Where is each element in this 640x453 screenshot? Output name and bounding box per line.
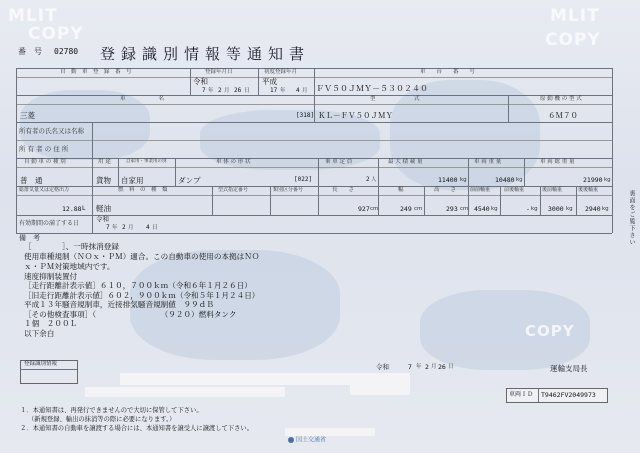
displacement-label: 総排気量又は定格出力 <box>19 187 70 193</box>
first-reg-label: 初度登録年月 <box>264 69 298 75</box>
table-rule <box>118 158 119 186</box>
vehicle-kind: 普 通 <box>20 176 43 185</box>
vehicle-weight-value: 10480 <box>495 176 515 184</box>
length-value: 927 <box>358 205 370 213</box>
table-rule <box>16 167 612 168</box>
front-front-axle-value: 4540 <box>474 205 490 213</box>
watermark-copy: COPY <box>525 322 575 340</box>
reg-date-year-unit: 年 <box>208 88 214 94</box>
table-rule <box>500 186 501 215</box>
rear-rear-axle-unit: kg <box>602 206 609 212</box>
table-rule <box>92 122 93 158</box>
use-label: 用 途 <box>98 159 111 165</box>
remarks-line: ｘ・ＰＭ対策地域内です。 <box>24 262 115 271</box>
use: 貨物 <box>96 176 111 185</box>
business-type-label: 自家用・事業用の別 <box>126 159 167 164</box>
make-code: [318] <box>296 112 315 119</box>
remarks-line: ［走行距離計表示値］６１０，７００ｋｍ（令和６年１月２６日） <box>24 281 252 290</box>
issue-date-day: 26 <box>438 363 446 371</box>
remarks-line: 以下余白 <box>24 329 55 338</box>
reg-number-label: 自 動 車 登 録 番 号 <box>60 69 132 75</box>
table-rule <box>524 158 525 186</box>
table-rule <box>20 369 77 370</box>
vehicle-id-label: 車両ＩＤ <box>509 391 534 398</box>
expiry-day-unit: 日 <box>152 225 158 231</box>
width-value: 249 <box>400 205 412 213</box>
issue-date-year-unit: 年 <box>416 364 422 370</box>
document-title: 登録識別情報等通知書 <box>100 45 311 63</box>
owner-name-label: 所有者の氏名又は名称 <box>19 127 84 135</box>
table-rule <box>314 68 315 95</box>
length-unit: cm <box>370 206 379 212</box>
reg-date-day-unit: 日 <box>244 88 250 94</box>
height-unit: cm <box>460 206 469 212</box>
side-note: 裏面をご覧下さい <box>628 190 635 246</box>
body-code: [022] <box>294 176 313 183</box>
issue-date-month: 2 <box>425 363 429 371</box>
table-rule <box>16 122 612 123</box>
serial-label: 番 号 <box>18 47 42 56</box>
watermark-copy: COPY <box>28 24 84 44</box>
table-rule <box>16 140 612 141</box>
registration-info-label: 登録識別情報 <box>24 361 58 367</box>
chassis-label: 車 台 番 号 <box>420 69 476 75</box>
remarks-line: ［ ］、一時抹消登録 <box>24 242 119 251</box>
width-label: 幅 <box>398 187 404 193</box>
height-label: 高 さ <box>434 187 457 193</box>
table-rule <box>318 158 319 186</box>
reg-date-month-unit: 月 <box>224 88 230 94</box>
remarks-label: 備 考 <box>19 234 40 242</box>
watermark-mlit: MLIT <box>550 6 600 26</box>
ministry-logo <box>288 437 326 444</box>
owner-address-label: 所 有 者 の 住 所 <box>19 145 69 153</box>
displacement-unit: L <box>82 205 86 212</box>
rear-front-axle-value: 3000 <box>548 205 564 213</box>
issue-date-era: 令和 <box>376 363 389 371</box>
redacted-area <box>85 387 285 397</box>
type-designation-label: 型式指定番号 <box>218 187 249 193</box>
first-reg-year: 17 <box>270 87 278 94</box>
table-rule <box>16 195 612 196</box>
displacement-value: 12.88 <box>62 205 82 213</box>
front-rear-axle-unit: kg <box>531 206 538 212</box>
table-rule <box>92 186 93 215</box>
remarks-line: 平成１３年騒音規制車，近接排気騒音規制値 ９９ｄＢ <box>24 300 214 309</box>
vehicle-id: T9462FV2049973 <box>541 391 596 399</box>
vehicle-kind-label: 自 動 車 の 種 別 <box>24 159 66 165</box>
width-unit: cm <box>414 206 423 212</box>
remarks-line: ［その他検査事項］（ （９２０）燃料タンク <box>24 310 237 319</box>
table-rule <box>212 186 213 215</box>
gross-weight-value: 21990 <box>583 176 603 184</box>
rear-rear-axle-value: 2940 <box>585 205 601 213</box>
height-value: 293 <box>446 205 458 213</box>
model-type-label: 型 式 <box>370 96 420 102</box>
fuel-type-label: 燃 料 の 種 類 <box>118 187 168 193</box>
expiry-year: 7 <box>106 224 110 231</box>
table-rule <box>258 68 259 95</box>
footer-note: ２．本通知書の自動車を譲渡する場合には、本通知書を譲受人に譲渡して下さい。 <box>20 425 253 432</box>
remarks-line: ［旧走行距離計表示値］６０２，９００ｋｍ（令和５年１月２４日） <box>24 291 260 300</box>
table-rule <box>540 186 541 215</box>
max-load-unit: kg <box>460 177 467 183</box>
first-reg-year-unit: 年 <box>280 88 286 94</box>
class-number-label: 類別区分番号 <box>273 187 304 193</box>
table-rule <box>16 233 612 234</box>
first-reg-month-unit: 月 <box>302 88 308 94</box>
reg-date-year: 7 <box>202 87 206 94</box>
make-label: 車 名 <box>120 96 165 102</box>
table-rule <box>270 186 271 215</box>
remarks-line: 速度抑制装置付 <box>24 272 78 281</box>
issue-date-year: 7 <box>408 363 412 371</box>
table-rule <box>378 158 379 186</box>
issuing-office: 運輸支局長 <box>550 364 588 373</box>
capacity-unit: 人 <box>371 177 377 183</box>
table-rule <box>16 68 17 233</box>
capacity-value: 2 <box>366 176 370 183</box>
reg-date-month: 2 <box>218 87 222 94</box>
redacted-area <box>350 385 410 395</box>
footer-note: （新規登録、輸出の抹消等の際に必要になります。） <box>28 416 176 423</box>
vehicle-make: 三菱 <box>20 111 35 120</box>
engine-type: ６Ｍ７０ <box>548 111 578 120</box>
expiry-year-unit: 年 <box>112 225 118 231</box>
front-front-axle-unit: kg <box>491 206 498 212</box>
ministry-name: 国土交通省 <box>296 436 327 444</box>
chassis-number: ＦＶ５０ＪＭＹ－５３０２４０ <box>316 84 428 93</box>
model-type: ＫＬ－ＦＶ５０ＪＭＹ <box>318 111 393 120</box>
reg-date-label: 登録年月日 <box>205 69 233 75</box>
front-rear-axle-value: - <box>526 205 530 213</box>
fuel-type: 軽油 <box>96 204 111 213</box>
watermark-mlit: MLIT <box>8 6 58 26</box>
redacted-area <box>120 373 410 385</box>
watermark-copy: COPY <box>545 30 601 50</box>
expiry-month: 2 <box>122 224 126 231</box>
table-rule <box>508 95 509 122</box>
front-front-axle-label: 前前軸重 <box>470 187 491 193</box>
expiry-era: 令和 <box>96 215 109 223</box>
max-load-value: 11400 <box>438 176 458 184</box>
engine-type-label: 原 動 機 の 型 式 <box>540 96 582 102</box>
capacity-label: 乗 車 定 員 <box>325 159 353 165</box>
expiry-label: 有効期間の満了する日 <box>19 220 80 227</box>
table-rule <box>190 68 191 95</box>
remarks-line: 使用車種規制（ＮＯｘ・ＰＭ）適合。この自動車の使用の本拠はＮＯ <box>24 252 260 261</box>
vehicle-weight-label: 車 両 重 量 <box>474 159 502 165</box>
gross-weight-unit: kg <box>604 177 611 183</box>
table-rule <box>424 186 425 215</box>
reg-date-day: 26 <box>234 87 242 94</box>
reg-date-era: 令和 <box>193 77 208 86</box>
front-rear-axle-label: 前後軸重 <box>504 187 525 193</box>
expiry-month-unit: 月 <box>128 225 134 231</box>
table-rule <box>92 215 93 233</box>
vehicle-weight-unit: kg <box>516 177 523 183</box>
ministry-mark-icon <box>288 437 294 443</box>
business-type: 自家用 <box>121 176 144 185</box>
remarks-line: １個 ２００Ｌ <box>24 319 78 328</box>
rear-front-axle-unit: kg <box>566 206 573 212</box>
table-rule <box>576 186 577 215</box>
table-rule <box>175 158 176 186</box>
rear-rear-axle-label: 後後軸重 <box>578 187 599 193</box>
serial-number: 02780 <box>54 47 79 56</box>
rear-front-axle-label: 後前軸重 <box>542 187 563 193</box>
max-load-label: 最 大 積 載 量 <box>388 159 423 165</box>
footer-note: １．本通知書は、再発行できませんので大切に保管して下さい。 <box>20 407 203 414</box>
table-rule <box>318 186 319 215</box>
body-shape-label: 車 体 の 形 状 <box>216 159 251 165</box>
issue-date-day-unit: 日 <box>448 364 454 370</box>
length-label: 長 さ <box>332 187 355 193</box>
table-rule <box>92 158 93 186</box>
table-rule <box>538 388 539 402</box>
issue-date-month-unit: 月 <box>431 364 437 370</box>
table-rule <box>314 95 315 122</box>
table-rule <box>468 158 469 186</box>
table-rule <box>612 68 613 233</box>
first-reg-era: 平成 <box>262 77 277 86</box>
gross-weight-label: 車 両 総 重 量 <box>540 159 575 165</box>
body-shape: ダンプ <box>178 176 201 185</box>
first-reg-month: 4 <box>296 87 300 94</box>
redacted-area <box>285 428 375 436</box>
expiry-day: 4 <box>146 224 150 231</box>
